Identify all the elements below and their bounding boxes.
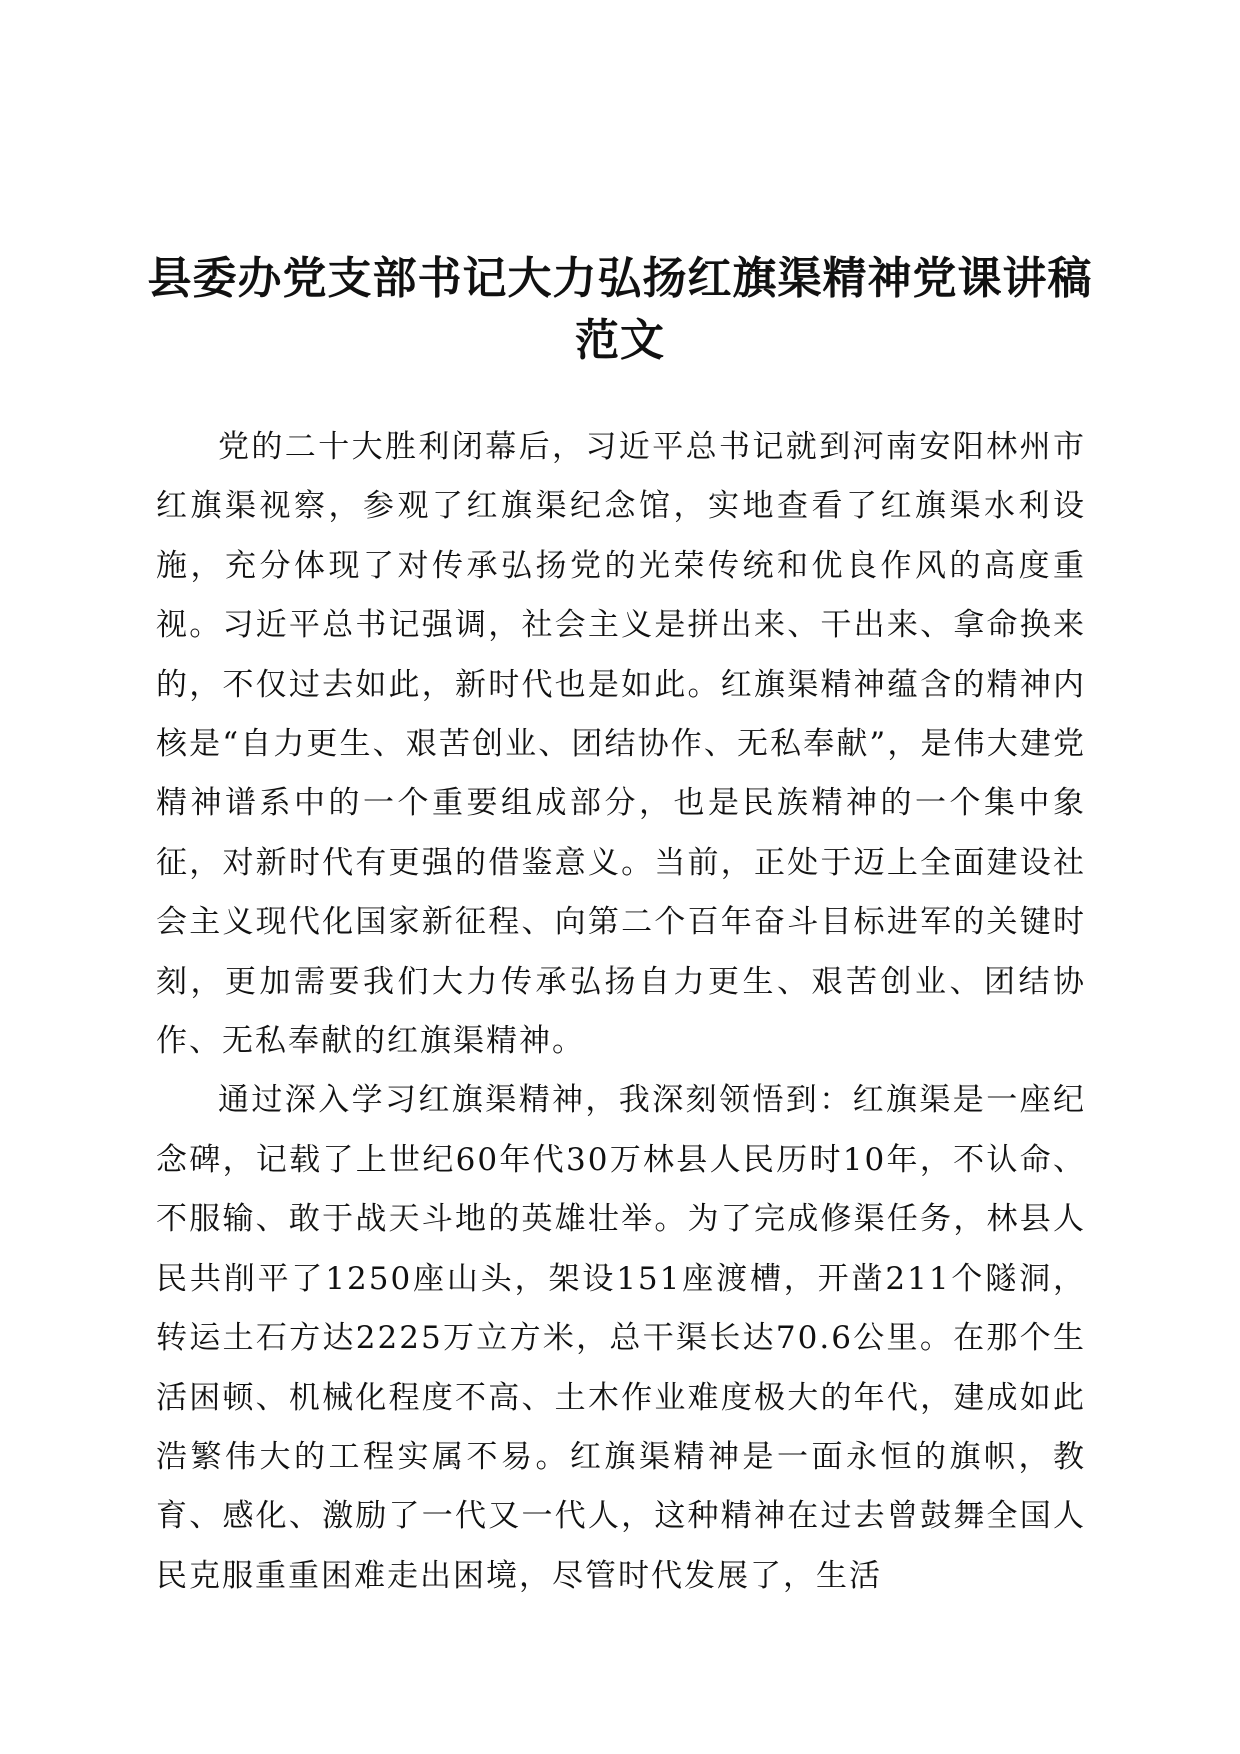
document-body [156,418,1086,1606]
paragraph-2: 通过深入学习红旗渠精神，我深刻领悟到：红旗渠是一座纪念碑，记载了上世纪60年代30万林县人民历时10年，不认命、不服输、敢于战天斗地的英雄壮举。为了完成修渠任务，林县人民共削平了1250座山头，架设151座渡槽，开凿211个隧洞，转运土石方达2225万立方米，总干渠长达70.6公里。在那个生活困顿、机械化程度不高、土木作业难度极大的年代，建成如此浩繁伟大的工程实属不易。红旗渠精神是一面永恒的旗帜，教育、感化、激励了一代又一代人，这种精神在过去曾鼓舞全国人民克服重重困难走出困境，尽管时代发展了，生活 [156,1082,1086,1594]
paragraph-1: 党的二十大胜利闭幕后，习近平总书记就到河南安阳林州市红旗渠视察，参观了红旗渠纪念馆，实地查看了红旗渠水利设施，充分体现了对传承弘扬党的光荣传统和优良作风的高度重视。习近平总书记强调，社会主义是拼出来、干出来、拿命换来的，不仅过去如此，新时代也是如此。红旗渠精神蕴含的精神内核是“自力更生、艰苦创业、团结协作、无私奉献”，是伟大建党精神谱系中的一个重要组成部分，也是民族精神的一个集中象征，对新时代有更强的借鉴意义。当前，正处于迈上全面建设社会主义现代化国家新征程、向第二个百年奋斗目标进军的关键时刻，更加需要我们大力传承弘扬自力更生、艰苦创业、团结协作、无私奉献的红旗渠精神。 [156,429,1086,1060]
document-title: 县委办党支部书记大力弘扬红旗渠精神党课讲稿范文 [147,253,1093,366]
